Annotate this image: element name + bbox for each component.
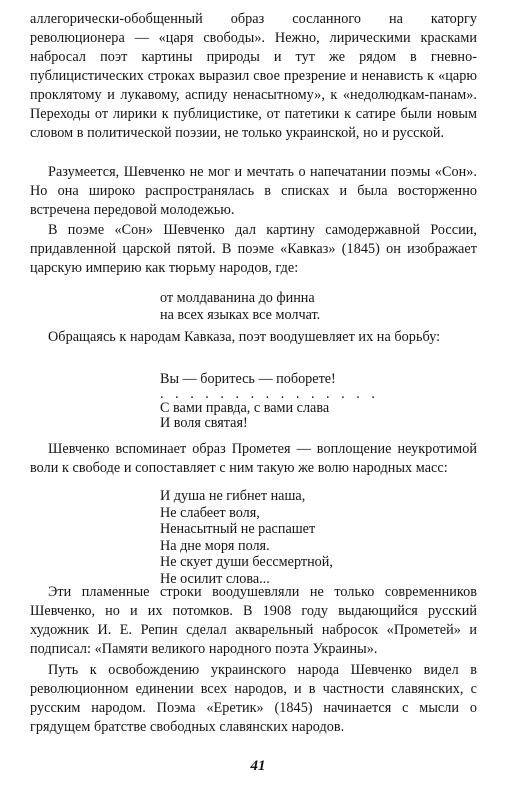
verse-line: Ненасытный не распашет — [160, 521, 316, 537]
verse-line: от молдаванина до финна — [160, 290, 315, 306]
verse-line: И воля святая! — [160, 414, 248, 431]
paragraph-revolutionary: аллегорически-обобщенный образ сосланного на каторгу революционера — «царя свободы». Нежно, лирическими красками набросал поэт картины природы и тут же рядом в гневно-публицистических строках выразил свое презрение и ненависть к «царю проклятому и лукавому, аспиду ненасытному», к «недолюдкам-панам». Переходы от лирики к публицистике, от патетики к сатире были новым словом в политической поэзии, не только украинской, но и русской. — [30, 11, 477, 141]
paragraph-heretic: Путь к освобождению украинского народа Шевченко видел в революционном единении всех народов, и в частности славянских, с русским народом. Поэма «Еретик» (1845) начинается с мысли о грядущем братстве свободных славянских народов. — [30, 662, 477, 735]
paragraph-repin: Эти пламенные строки воодушевляли не только современников Шевченко, но и их потомков. В 1908 году выдающийся русский художник И. Е. Репин сделал акварельный набросок «Прометей» и подписал: «Памяти великого народного поэта Украины». — [30, 584, 477, 657]
paragraph-caucasus-appeal: Обращаясь к народам Кавказа, поэт воодушевляет их на борьбу: — [48, 329, 441, 345]
verse-line: Не слабеет воля, — [160, 504, 260, 521]
verse-struggle — [160, 372, 379, 430]
verse-line: Не скует души бессмертной, — [160, 554, 333, 570]
verse-line: Вы — боритесь — поборете! — [160, 371, 336, 387]
verse-ellipsis: . . . . . . . . . . . . . . . — [160, 385, 379, 402]
paragraph-son-poem: Разумеется, Шевченко не мог и мечтать о напечатании поэмы «Сон». Но она широко распространялась в списках и была восторженно встречена передовой молодежью. — [30, 164, 477, 218]
verse-line: И душа не гибнет наша, — [160, 488, 306, 504]
paragraph-prometheus: Шевченко вспоминает образ Прометея — воплощение неукротимой воли к свободе и сопоставляет с ним такую же волю народных масс: — [30, 441, 477, 476]
verse-line: С вами правда, с вами слава — [160, 400, 330, 416]
paragraph-kavkaz: В поэме «Сон» Шевченко дал картину самодержавной России, придавленной царской пятой. В поэме «Кавказ» (1845) он изображает царскую империю как тюрьму народов, где: — [30, 222, 477, 276]
verse-line: на всех языках все молчат. — [160, 306, 321, 323]
verse-line: Не осилит слова... — [160, 570, 270, 587]
verse-line: На дне моря поля. — [160, 537, 270, 554]
verse-soul — [160, 488, 333, 587]
page-number: 41 — [250, 758, 266, 774]
verse-peoples — [160, 290, 320, 323]
